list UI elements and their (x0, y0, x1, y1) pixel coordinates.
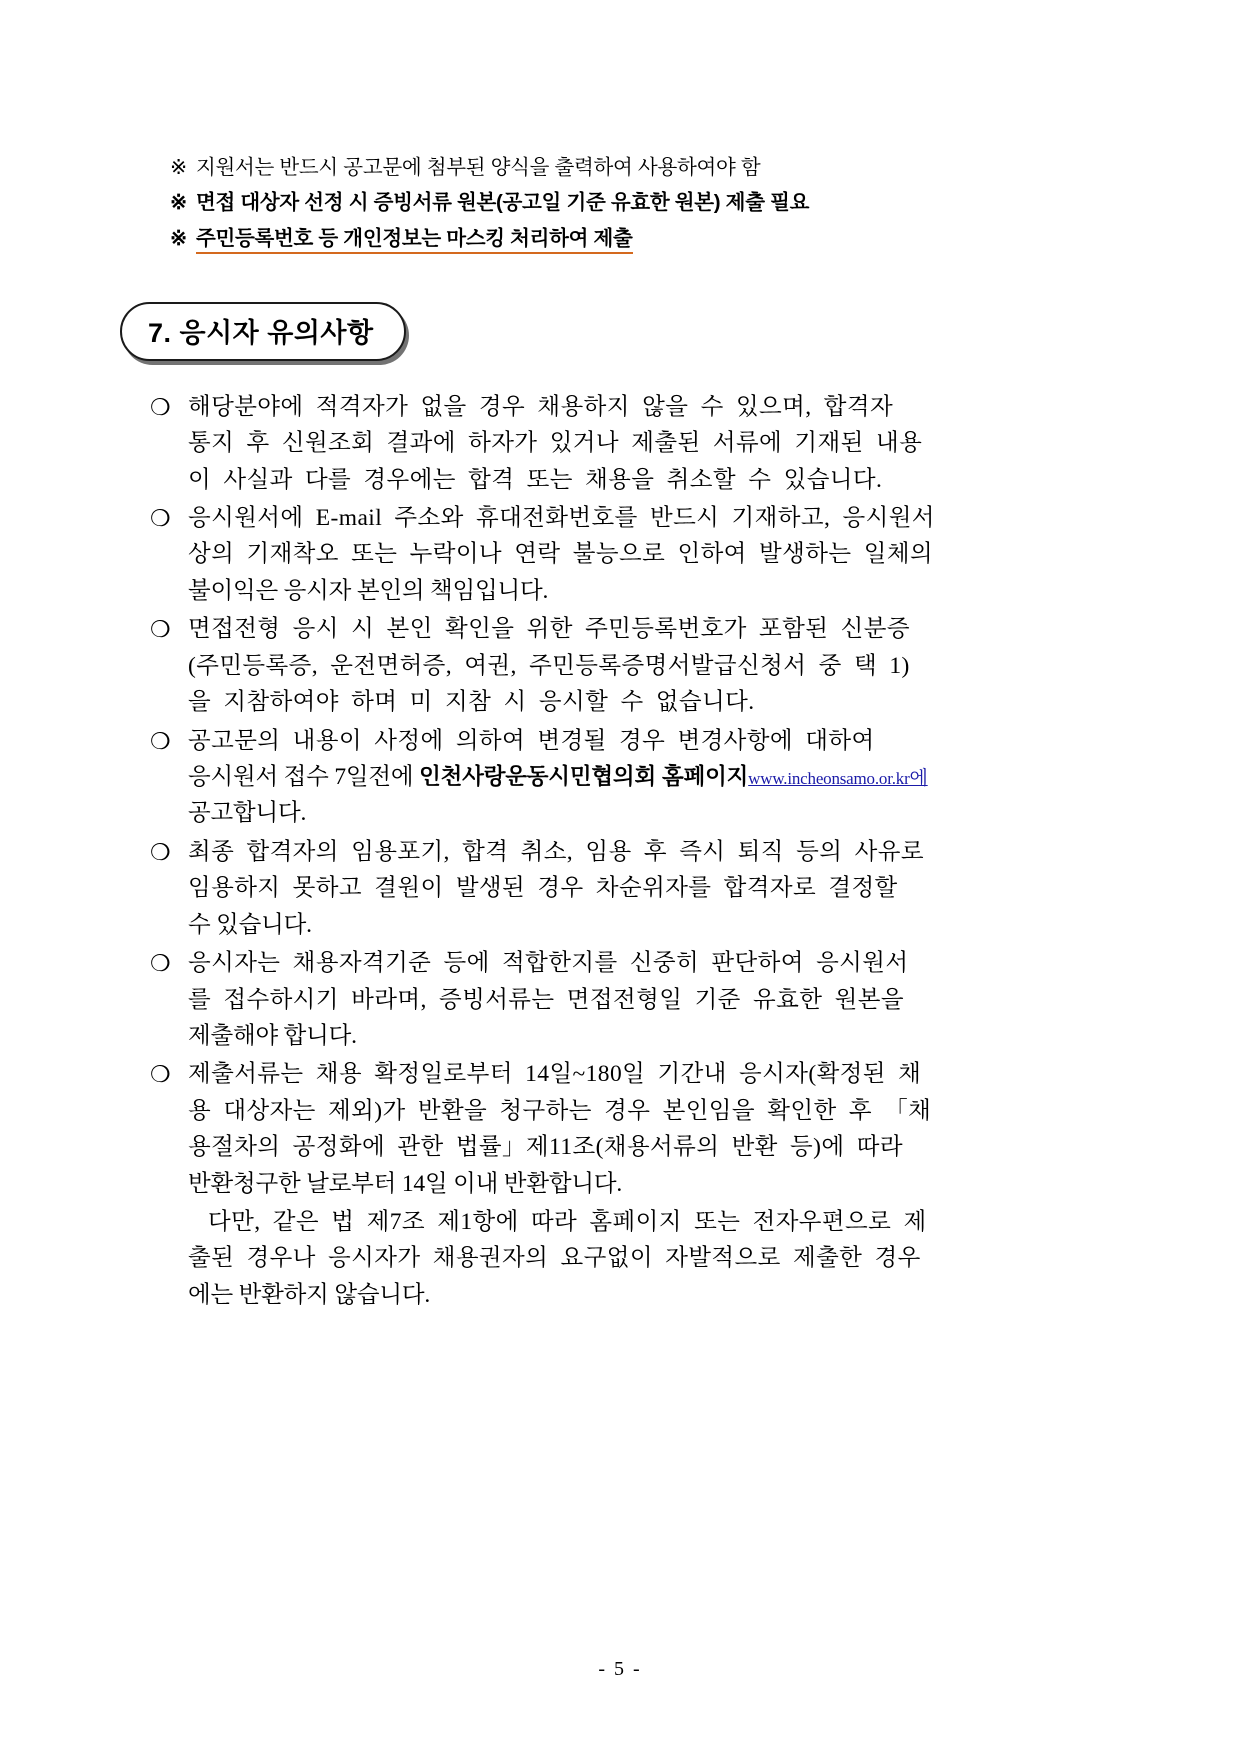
link-suffix: 에 (909, 767, 928, 789)
notes-block (170, 150, 1120, 256)
list-line: 공고합니다. (188, 800, 307, 827)
note-text: 주민등록번호 등 개인정보는 마스킹 처리하여 제출 (196, 227, 633, 254)
list-item (150, 389, 1120, 498)
list-line: 최종 합격자의 임용포기, 합격 취소, 임용 후 즉시 퇴직 등의 사유로 (188, 838, 924, 865)
list-item-body (188, 611, 1120, 720)
note-text: 면접 대상자 선정 시 증빙서류 원본(공고일 기준 유효한 원본) 제출 필요 (196, 191, 810, 215)
list-line: 통지 후 신원조회 결과에 하자가 있거나 제출된 서류에 기재된 내용 (188, 430, 923, 457)
list-bullet: ❍ (150, 728, 171, 754)
list-line: 이 사실과 다를 경우에는 합격 또는 채용을 취소할 수 있습니다. (188, 466, 883, 493)
list-item (150, 500, 1120, 609)
page-number: - 5 - (598, 1658, 642, 1680)
list-line: 면접전형 응시 시 본인 확인을 위한 주민등록번호가 포함된 신분증 (188, 616, 910, 643)
note-text: 지원서는 반드시 공고문에 첨부된 양식을 출력하여 사용하여야 함 (196, 156, 761, 179)
list-line: 용절차의 공정화에 관한 법률」제11조(채용서류의 반환 등)에 따라 (188, 1134, 903, 1161)
list-line: 공고문의 내용이 사정에 의하여 변경될 경우 변경사항에 대하여 (188, 727, 875, 754)
notice-list (150, 389, 1120, 1314)
closing-paragraph (150, 1204, 1120, 1313)
closing-spacer (150, 1204, 188, 1205)
note-row (170, 185, 1120, 220)
list-item (150, 834, 1120, 943)
list-line: 를 접수하시기 바라며, 증빙서류는 면접전형일 기준 유효한 원본을 (188, 986, 904, 1013)
list-bullet: ❍ (150, 394, 171, 420)
closing-line: 출된 경우나 응시자가 채용권자의 요구없이 자발적으로 제출한 경우 (188, 1245, 921, 1272)
note-mark: ※ (170, 226, 187, 250)
list-item-body (188, 1056, 1120, 1202)
list-bullet: ❍ (150, 1062, 171, 1088)
list-line: 불이익은 응시자 본인의 책임입니다. (188, 577, 549, 604)
list-line: 응시자는 채용자격기준 등에 적합한지를 신중히 판단하여 응시원서 (188, 950, 909, 977)
closing-line-text: 다만, 같은 법 제7조 제1항에 따라 홈페이지 또는 전자우편으로 제 (208, 1209, 927, 1236)
list-bullet: ❍ (150, 617, 171, 643)
closing-body (188, 1204, 1120, 1313)
list-item-body (188, 389, 1120, 498)
list-line: 을 지참하여야 하며 미 지참 시 응시할 수 없습니다. (188, 689, 755, 716)
list-line: 반환청구한 날로부터 14일 이내 반환합니다. (188, 1170, 622, 1197)
list-bullet: ❍ (150, 839, 171, 865)
list-line: 용 대상자는 제외)가 반환을 청구하는 경우 본인임을 확인한 후 「채 (188, 1097, 932, 1124)
section-heading-wrap (120, 302, 1120, 361)
list-line: 임용하지 못하고 결원이 발생된 경우 차순위자를 합격자로 결정할 (188, 875, 898, 902)
list-item (150, 723, 1120, 832)
list-bullet: ❍ (150, 951, 171, 977)
list-bullet: ❍ (150, 506, 171, 532)
homepage-link[interactable]: www.incheonsamo.or.kr (748, 768, 910, 788)
note-row (170, 221, 1120, 256)
list-line: 응시원서에 E-mail 주소와 휴대전화번호를 반드시 기재하고, 응시원서 (188, 505, 935, 532)
closing-line: 에는 반환하지 않습니다. (188, 1281, 431, 1308)
closing-line (188, 1204, 1120, 1240)
list-item (150, 945, 1120, 1054)
note-row (170, 150, 1120, 185)
list-item-body (188, 500, 1120, 609)
list-line: 제출해야 합니다. (188, 1022, 357, 1049)
list-item-body (188, 834, 1120, 943)
list-line: 상의 기재착오 또는 누락이나 연락 불능으로 인하여 발생하는 일체의 (188, 541, 934, 568)
list-item (150, 611, 1120, 720)
list-line: 해당분야에 적격자가 없을 경우 채용하지 않을 수 있으며, 합격자 (188, 393, 894, 420)
organization-name: 인천사랑운동시민협의회 홈페이지 (419, 763, 749, 789)
list-line-prefix: 응시원서 접수 7일전에 (188, 763, 420, 790)
note-mark: ※ (170, 191, 187, 215)
list-line-with-link (188, 759, 1120, 795)
list-line: 수 있습니다. (188, 911, 312, 938)
list-line: (주민등록증, 운전면허증, 여권, 주민등록증명서발급신청서 중 택 1) (188, 652, 910, 679)
page-title: 7. 응시자 유의사항 (120, 302, 406, 361)
note-mark: ※ (170, 156, 187, 179)
list-line: 제출서류는 채용 확정일로부터 14일~180일 기간내 응시자(확정된 채 (188, 1061, 922, 1088)
list-item (150, 1056, 1120, 1202)
list-item-body (188, 945, 1120, 1054)
list-item-body (188, 723, 1120, 832)
